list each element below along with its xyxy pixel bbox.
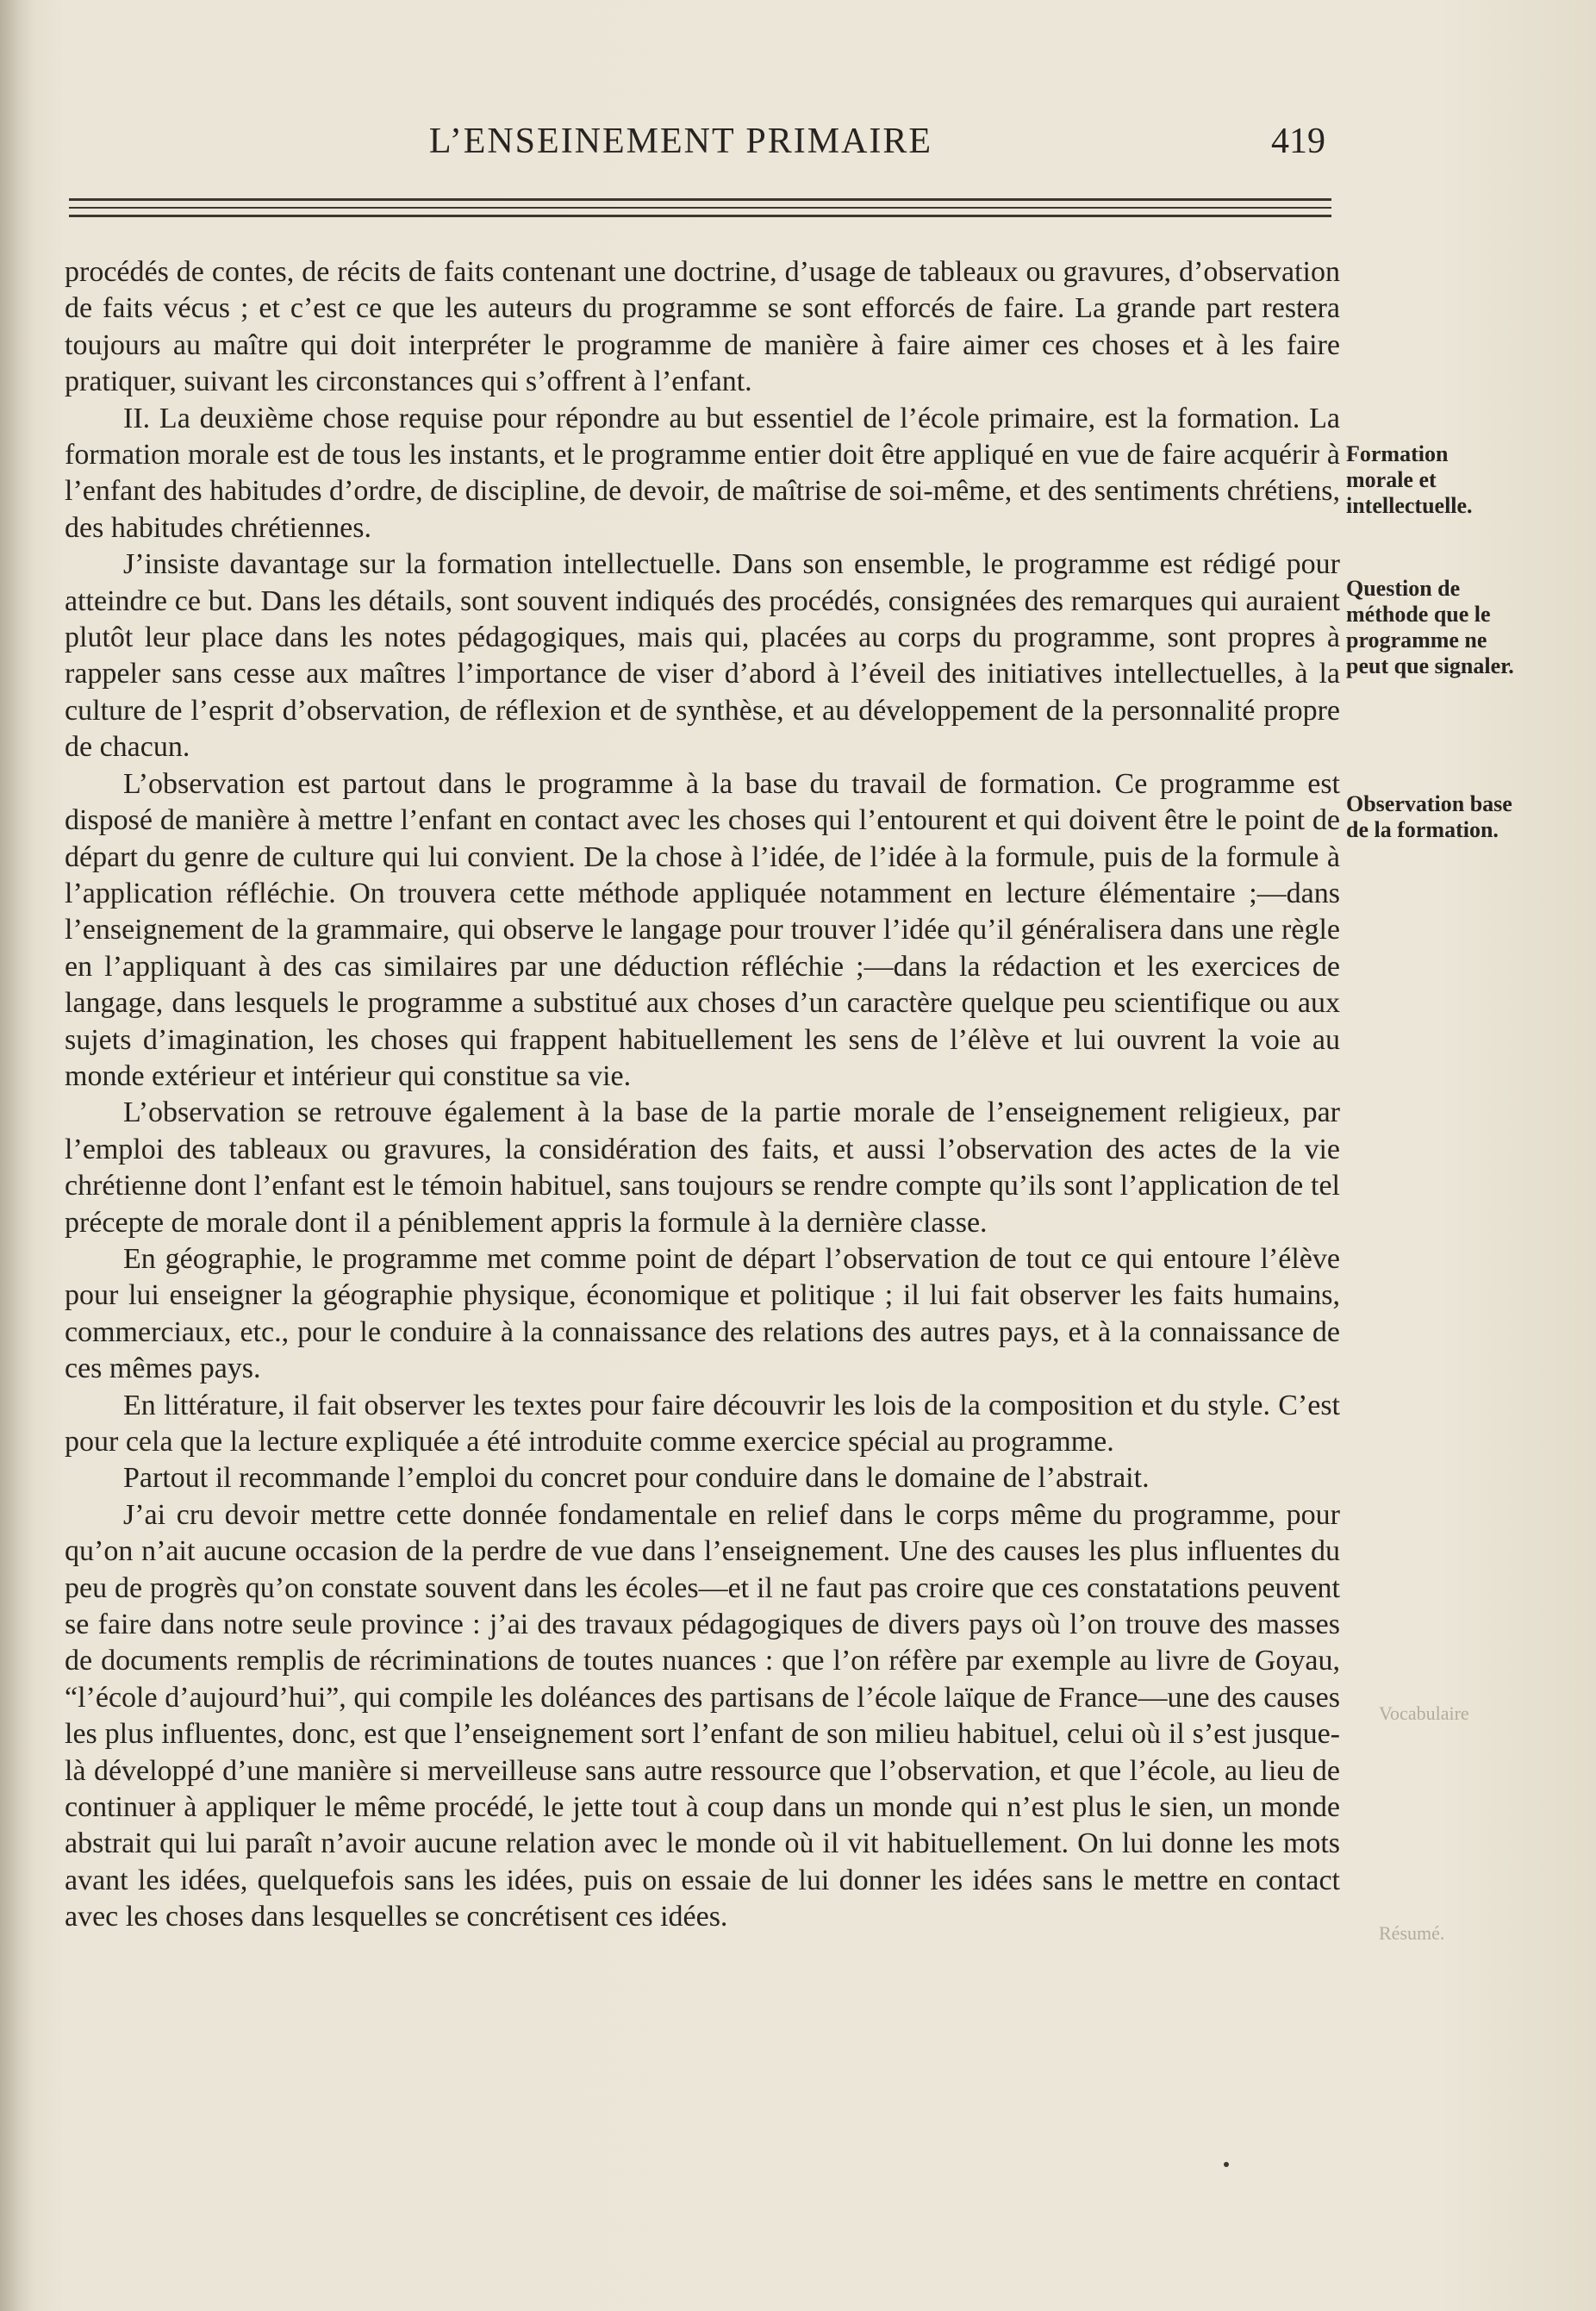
bleed-through-text: Résumé. xyxy=(1379,1922,1445,1944)
header-rule xyxy=(69,198,1331,201)
paragraph: En géographie, le programme met comme point de départ l’observation de tout ce qui entoure l’élève pour lui enseigner la géographie physique, économique et politique ; il lui fait observer les faits humains, commerciaux, etc., pour le conduire à la connaissance des relations des autres pays, et à la connaissance de ces mêmes pays. xyxy=(65,1242,1340,1385)
header-rule xyxy=(69,215,1331,217)
margin-note: Question de méthode que le programme ne peut que signaler. xyxy=(1346,576,1514,678)
body-text xyxy=(65,254,1340,1936)
paragraph: II. La deuxième chose requise pour répondre au but essentiel de l’école primaire, est la formation. La formation morale est de tous les instants, et le programme entier doit être appliqué en vue de faire acquérir à l’enfant des habitudes d’ordre, de discipline, de devoir, de maîtrise de soi-même, et des sentiments chrétiens, des habitudes chrétiennes. xyxy=(65,402,1340,544)
binding-shadow xyxy=(0,0,34,2311)
paragraph: J’insiste davantage sur la formation intellectuelle. Dans son ensemble, le programme est rédigé pour atteindre ce but. Dans les détails, sont souvent indiqués des procédés, consignées des remarques qui auraient plutôt leur place dans les notes pédagogiques, mais qui, placées au corps du programme, sont propres à rappeler sans cesse aux maîtres l’importance de viser d’abord à l’éveil des initiatives intellectuelles, à la culture de l’esprit d’observation, de réflexion et de synthèse, et au développement de la personnalité propre de chacun. xyxy=(65,548,1340,764)
margin-note: Observation base de la formation. xyxy=(1346,791,1512,842)
page-number: 419 xyxy=(1271,122,1325,161)
running-title: L’ENSEINEMENT PRIMAIRE xyxy=(428,122,933,161)
header-rule xyxy=(69,207,1331,209)
paragraph: En littérature, il fait observer les textes pour faire découvrir les lois de la composition et du style. C’est pour cela que la lecture expliquée a été introduite comme exercice spécial au programme. xyxy=(65,1389,1340,1458)
paragraph: L’observation se retrouve également à la base de la partie morale de l’enseignement religieux, par l’emploi des tableaux ou gravures, la considération des faits, et aussi l’observation des actes de la vie chrétienne dont l’enfant est le témoin habituel, sans toujours se rendre compte qu’ils sont l’application de tel précepte de morale dont il a péniblement appris la formule à la dernière classe. xyxy=(65,1096,1340,1239)
ink-speck xyxy=(1224,2162,1229,2167)
paragraph: J’ai cru devoir mettre cette donnée fondamentale en relief dans le corps même du programme, pour qu’on n’ait aucune occasion de la perdre de vue dans l’enseignement. Une des causes les plus influentes du peu de progrès qu’on constate souvent dans les écoles—et il ne faut pas croire que ces constatations peuvent se faire dans notre seule province : j’ai des travaux pédagogiques de divers pays où l’on trouve des masses de documents remplis de récriminations de toutes nuances : que l’on réfère par exemple au livre de Goyau, “l’école d’aujourd’hui”, qui compile les doléances des partisans de l’école laïque de France—une des causes les plus influentes, donc, est que l’enseignement sort l’enfant de son milieu habituel, celui où il s’est jusque-là développé d’une manière si merveilleuse sans autre ressource que l’observation, et que l’école, au lieu de continuer à appliquer le même procédé, le jette tout à coup dans un monde qui n’est plus le sien, un monde abstrait qui lui paraît n’avoir aucune relation avec le monde où il vit habituellement. On lui donne les mots avant les idées, quelquefois sans les idées, puis on essaie de lui donner les idées sans le mettre en contact avec les choses dans lesquelles se concrétisent ces idées. xyxy=(65,1498,1340,1933)
margin-note: Formation morale et intellectuelle. xyxy=(1346,441,1473,518)
bleed-through-text: Vocabulaire xyxy=(1379,1702,1469,1724)
paragraph: procédés de contes, de récits de faits contenant une doctrine, d’usage de tableaux ou gravures, d’observation de faits vécus ; et c’est ce que les auteurs du programme se sont efforcés de faire. La grande part restera toujours au maître qui doit interpréter le programme de manière à faire aimer ces choses et à les faire pratiquer, suivant les circonstances qui s’offrent à l’enfant. xyxy=(65,256,1340,398)
paragraph: L’observation est partout dans le programme à la base du travail de formation. Ce programme est disposé de manière à mettre l’enfant en contact avec les choses qui l’entourent et qui doivent être le point de départ du genre de culture qui lui convient. De la chose à l’idée, de l’idée à la formule, puis de la formule à l’application réfléchie. On trouvera cette méthode appliquée notamment en lecture élémentaire ;—dans l’enseignement de la grammaire, qui observe le langage pour trouver l’idée qu’il généralisera dans une règle en l’appliquant à des cas similaires par une déduction réfléchie ;—dans la rédaction et les exercices de langage, dans lesquels le programme a substitué aux choses d’un caractère quelque peu scientifique ou aux sujets d’imagination, les choses qui frappent habituellement les sens de l’élève et lui ouvrent la voie au monde extérieur et intérieur qui constitue sa vie. xyxy=(65,767,1340,1092)
paragraph: Partout il recommande l’emploi du concret pour conduire dans le domaine de l’abstrait. xyxy=(123,1462,1150,1495)
